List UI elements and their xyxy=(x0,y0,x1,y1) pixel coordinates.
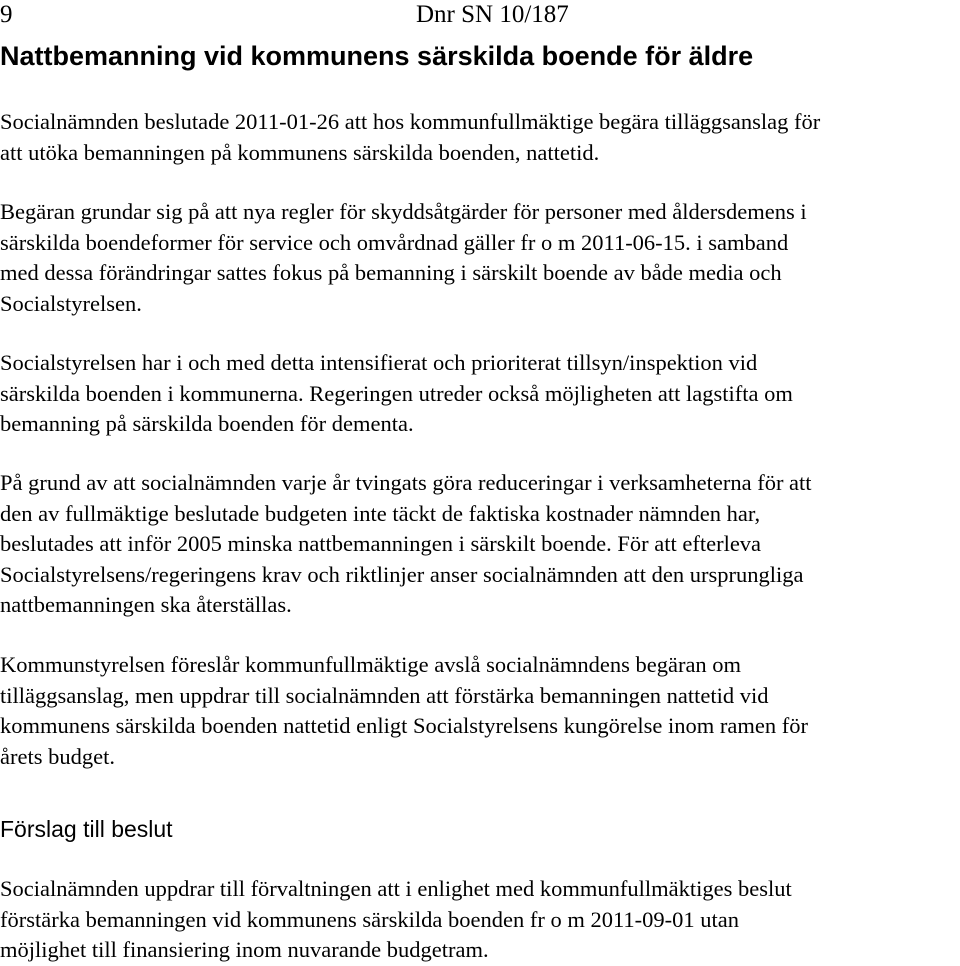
text-line: Begäran grundar sig på att nya regler för skyddsåtgärder för personer med åldersdemens i xyxy=(0,199,807,224)
text-line: Socialnämnden uppdrar till förvaltningen att i enlighet med kommunfullmäktiges beslut xyxy=(0,876,792,901)
document-reference: Dnr SN 10/187 xyxy=(416,1,569,28)
text-line: Socialstyrelsen. xyxy=(0,290,142,316)
text-line: att utöka bemanningen på kommunens särskilda boenden, nattetid. xyxy=(0,139,600,165)
page-header xyxy=(0,0,960,30)
text-line: med dessa förändringar sattes fokus på bemanning i särskilt boende av både media och xyxy=(0,260,782,285)
paragraph-budget-background xyxy=(0,468,960,621)
text-line: kommunens särskilda boenden nattetid enligt Socialstyrelsens kungörelse inom ramen för xyxy=(0,713,808,738)
text-line: Socialstyrelsen har i och med detta intensifierat och prioriterat tillsyn/inspektion vid xyxy=(0,350,758,375)
text-line: beslutades att inför 2005 minska nattbemanningen i särskilt boende. För att efterleva xyxy=(0,531,762,556)
text-line: särskilda boenden i kommunerna. Regeringen utreder också möjligheten att lagstifta om xyxy=(0,380,793,406)
text-line: tilläggsanslag, men uppdrar till socialnämnden att förstärka bemanningen nattetid vid xyxy=(0,682,769,708)
text-line: Kommunstyrelsen föreslår kommunfullmäktige avslå socialnämndens begäran om xyxy=(0,652,742,677)
document-title: Nattbemanning vid kommunens särskilda boende för äldre xyxy=(0,41,754,71)
paragraph-supervision xyxy=(0,348,960,440)
text-line: den av fullmäktige beslutade budgeten inte täckt de faktiska kostnader nämnden har, xyxy=(0,500,761,526)
text-line: förstärka bemanningen vid kommunens särskilda boenden fr o m 2011-09-01 utan xyxy=(0,906,739,932)
page-number: 9 xyxy=(0,1,13,28)
paragraph-decision xyxy=(0,107,960,168)
text-line: bemanning på särskilda boenden för dementa. xyxy=(0,411,414,436)
paragraph-board-proposal xyxy=(0,650,960,772)
paragraph-new-rules xyxy=(0,197,960,319)
text-line: möjlighet till finansiering inom nuvarande budgetram. xyxy=(0,937,489,962)
text-line: nattbemanningen ska återställas. xyxy=(0,592,292,617)
text-line: årets budget. xyxy=(0,743,115,769)
text-line: särskilda boendeformer för service och omvårdnad gäller fr o m 2011-06-15. i samband xyxy=(0,229,789,255)
text-line: Socialstyrelsens/regeringens krav och riktlinjer anser socialnämnden att den ursprungliga xyxy=(0,561,804,587)
text-line: Socialnämnden beslutade 2011-01-26 att hos kommunfullmäktige begära tilläggsanslag för xyxy=(0,109,821,134)
proposal-heading: Förslag till beslut xyxy=(0,816,173,842)
paragraph-proposal xyxy=(0,874,960,966)
text-line: På grund av att socialnämnden varje år tvingats göra reduceringar i verksamheterna för att xyxy=(0,470,812,495)
